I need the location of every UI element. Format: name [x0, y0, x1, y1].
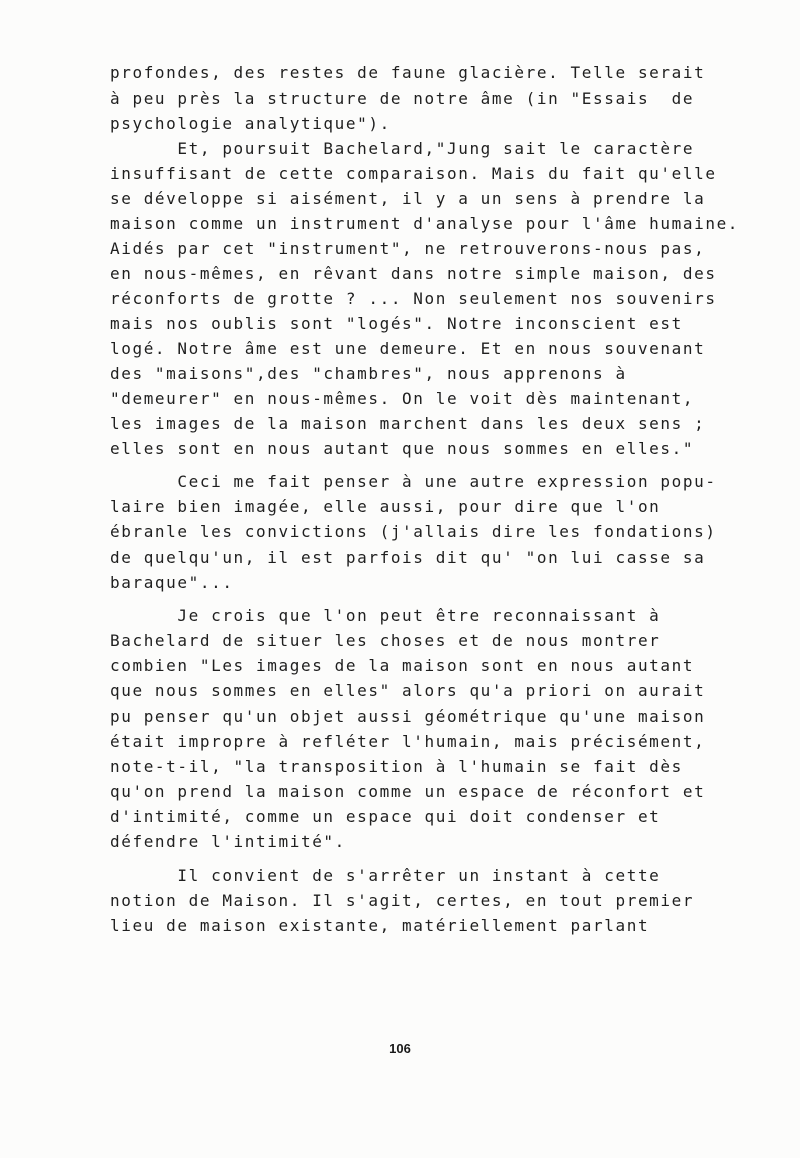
text-line: note-t-il, "la transposition à l'humain se fait dès [110, 757, 683, 776]
text-line: mais nos oublis sont "logés". Notre inconscient est [110, 314, 683, 333]
text-line: "demeurer" en nous-mêmes. On le voit dès maintenant, [110, 389, 695, 408]
text-line: à peu près la structure de notre âme (in "Essais de [110, 89, 695, 108]
page-number: 106 [389, 1041, 411, 1056]
text-line: en nous-mêmes, en rêvant dans notre simple maison, des [110, 264, 717, 283]
text-line: Bachelard de situer les choses et de nous montrer [110, 631, 661, 650]
text-line: elles sont en nous autant que nous sommes en elles." [110, 439, 695, 458]
text-line: ébranle les convictions (j'allais dire les fondations) [110, 522, 717, 541]
text-line: notion de Maison. Il s'agit, certes, en tout premier [110, 891, 695, 910]
text-line: Je crois que l'on peut être reconnaissant à [110, 606, 661, 625]
text-line: combien "Les images de la maison sont en nous autant [110, 656, 695, 675]
text-line: laire bien imagée, elle aussi, pour dire que l'on [110, 497, 661, 516]
text-line: Et, poursuit Bachelard,"Jung sait le caractère [110, 139, 695, 158]
text-line: les images de la maison marchent dans les deux sens ; [110, 414, 706, 433]
text-line: de quelqu'un, il est parfois dit qu' "on lui casse sa [110, 548, 706, 567]
text-line: lieu de maison existante, matériellement parlant [110, 916, 650, 935]
text-line: pu penser qu'un objet aussi géométrique qu'une maison [110, 707, 706, 726]
text-line: réconforts de grotte ? ... Non seulement nos souvenirs [110, 289, 717, 308]
text-line: des "maisons",des "chambres", nous apprenons à [110, 364, 627, 383]
text-line: se développe si aisément, il y a un sens à prendre la [110, 189, 706, 208]
text-line: que nous sommes en elles" alors qu'a priori on aurait [110, 681, 706, 700]
text-line: était impropre à refléter l'humain, mais précisément, [110, 732, 706, 751]
text-line: Aidés par cet "instrument", ne retrouverons-nous pas, [110, 239, 706, 258]
text-line: défendre l'intimité". [110, 832, 346, 851]
text-line: qu'on prend la maison comme un espace de réconfort et [110, 782, 706, 801]
text-line: baraque"... [110, 573, 234, 592]
text-line: maison comme un instrument d'analyse pour l'âme humaine. [110, 214, 740, 233]
text-line: logé. Notre âme est une demeure. Et en nous souvenant [110, 339, 706, 358]
text-line: psychologie analytique"). [110, 114, 391, 133]
text-line: insuffisant de cette comparaison. Mais du fait qu'elle [110, 164, 717, 183]
text-line: Ceci me fait penser à une autre expression popu- [110, 472, 717, 491]
text-line: d'intimité, comme un espace qui doit condenser et [110, 807, 661, 826]
text-line: profondes, des restes de faune glacière. Telle serait [110, 63, 706, 82]
text-line: Il convient de s'arrêter un instant à cette [110, 866, 661, 885]
